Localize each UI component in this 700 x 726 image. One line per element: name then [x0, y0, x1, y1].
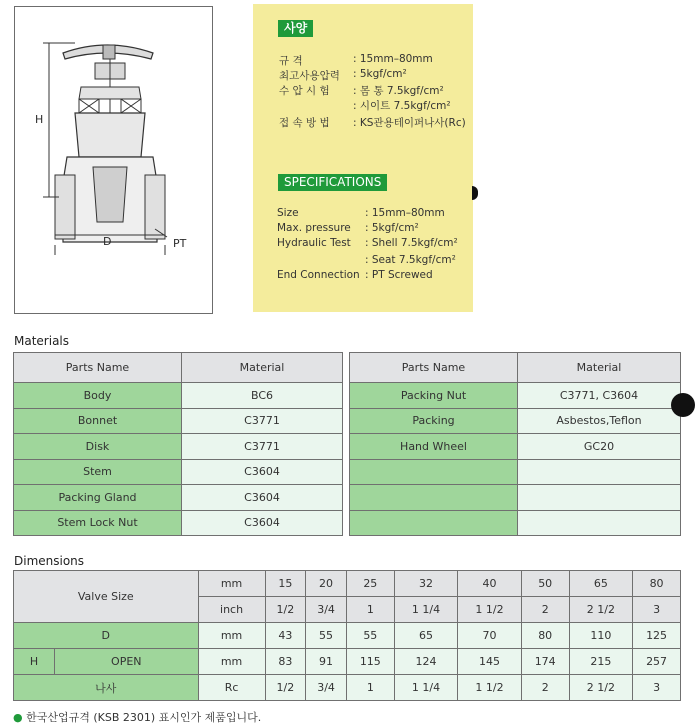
dim-value: 1 1/4: [394, 675, 458, 701]
material-header: Material: [518, 353, 681, 383]
dim-value: 3: [633, 675, 681, 701]
unit-cell: inch: [198, 597, 265, 623]
size-inch: 1: [346, 597, 394, 623]
size-mm: 20: [306, 571, 347, 597]
materials-table-left: [13, 352, 343, 536]
material-value: C3604: [182, 510, 343, 536]
parts-name-header: Parts Name: [350, 353, 518, 383]
material-value: C3771, C3604: [518, 383, 681, 409]
table-row: [350, 485, 681, 511]
size-mm: 65: [569, 571, 633, 597]
part-name: Packing Gland: [14, 485, 182, 511]
size-mm: 32: [394, 571, 458, 597]
dim-value: 1: [346, 675, 394, 701]
table-row: [14, 383, 343, 409]
part-name: Stem: [14, 459, 182, 485]
dimensions-table: [13, 570, 681, 701]
table-row: [14, 623, 681, 649]
d-dimension-label: D: [103, 235, 112, 248]
bullet-icon: ●: [13, 711, 23, 724]
page-edge-dot: [472, 186, 478, 200]
dim-value: 125: [633, 623, 681, 649]
unit-cell: mm: [198, 571, 265, 597]
part-name: Packing: [350, 408, 518, 434]
unit-cell: mm: [198, 649, 265, 675]
size-mm: 25: [346, 571, 394, 597]
valve-drawing-panel: [14, 6, 213, 314]
dim-value: 83: [265, 649, 306, 675]
table-row: [350, 383, 681, 409]
size-inch: 3: [633, 597, 681, 623]
table-row: [14, 459, 343, 485]
dim-value: 65: [394, 623, 458, 649]
table-row: [350, 408, 681, 434]
dim-value: 3/4: [306, 675, 347, 701]
table-row: [350, 459, 681, 485]
size-inch: 1 1/4: [394, 597, 458, 623]
parts-name-header: Parts Name: [14, 353, 182, 383]
dim-value: 91: [306, 649, 347, 675]
dim-value: 2: [521, 675, 569, 701]
material-value: [518, 510, 681, 536]
part-name: Body: [14, 383, 182, 409]
spec-ko-title: 사양: [278, 20, 313, 37]
material-header: Material: [182, 353, 343, 383]
row-label-h: H: [14, 649, 55, 675]
dim-value: 215: [569, 649, 633, 675]
dim-value: 145: [458, 649, 522, 675]
part-name: [350, 459, 518, 485]
row-label-open: OPEN: [55, 649, 199, 675]
dim-value: 174: [521, 649, 569, 675]
table-row: [14, 408, 343, 434]
dim-value: 124: [394, 649, 458, 675]
table-row: [14, 485, 343, 511]
dim-value: 55: [306, 623, 347, 649]
part-name: Disk: [14, 434, 182, 460]
material-value: [518, 459, 681, 485]
dim-value: 55: [346, 623, 394, 649]
footnote-text: 한국산업규격 (KSB 2301) 표시인가 제품입니다.: [26, 711, 262, 724]
part-name: Packing Nut: [350, 383, 518, 409]
part-name: Hand Wheel: [350, 434, 518, 460]
h-dimension-label: H: [35, 113, 44, 126]
dim-value: 70: [458, 623, 522, 649]
spec-en-title: SPECIFICATIONS: [278, 174, 387, 191]
row-label-d: D: [14, 623, 199, 649]
material-value: BC6: [182, 383, 343, 409]
valve-size-header: Valve Size: [14, 571, 199, 623]
footnote: [13, 709, 261, 725]
dim-value: 43: [265, 623, 306, 649]
unit-cell: Rc: [198, 675, 265, 701]
specification-panel: 사양 규 격 : 15mm–80mm 최고사용압력 : 5kgf/cm² 수 압 시 험 : 몸 통 7.5kgf/cm² : 시이트 7.5kgf/cm² 접 속 방 법 : KS관용테이퍼나사(Rc) SPECIFICATIONS Size : 15mm–80mm Max. pressure : 5kgf/cm² Hydraulic Test : Shell 7.5kgf/cm² : Seat 7.5kgf/cm² End Connection : PT Screwed: [253, 4, 473, 312]
gate-valve-drawing: [15, 7, 212, 313]
part-name: Bonnet: [14, 408, 182, 434]
size-inch: 3/4: [306, 597, 347, 623]
material-value: C3771: [182, 434, 343, 460]
table-row: [14, 510, 343, 536]
material-value: C3771: [182, 408, 343, 434]
dim-value: 1/2: [265, 675, 306, 701]
table-row: [350, 434, 681, 460]
dim-value: 80: [521, 623, 569, 649]
table-row: [14, 675, 681, 701]
row-label-thread: 나사: [14, 675, 199, 701]
pt-label: PT: [173, 237, 187, 250]
dim-value: 110: [569, 623, 633, 649]
table-row: [14, 434, 343, 460]
page-edge-dot: [671, 393, 695, 417]
material-value: Asbestos,Teflon: [518, 408, 681, 434]
unit-cell: mm: [198, 623, 265, 649]
materials-title: Materials: [14, 334, 70, 348]
table-row: [350, 510, 681, 536]
material-value: C3604: [182, 485, 343, 511]
dim-value: 257: [633, 649, 681, 675]
table-row: [14, 571, 681, 597]
dim-value: 115: [346, 649, 394, 675]
size-mm: 80: [633, 571, 681, 597]
material-value: [518, 485, 681, 511]
size-inch: 2: [521, 597, 569, 623]
dimensions-title: Dimensions: [14, 554, 85, 568]
part-name: [350, 510, 518, 536]
size-mm: 40: [458, 571, 522, 597]
table-row: [14, 649, 681, 675]
size-inch: 1/2: [265, 597, 306, 623]
materials-table-right: [349, 352, 681, 536]
size-inch: 1 1/2: [458, 597, 522, 623]
size-inch: 2 1/2: [569, 597, 633, 623]
material-value: C3604: [182, 459, 343, 485]
part-name: Stem Lock Nut: [14, 510, 182, 536]
material-value: GC20: [518, 434, 681, 460]
dim-value: 2 1/2: [569, 675, 633, 701]
size-mm: 50: [521, 571, 569, 597]
dim-value: 1 1/2: [458, 675, 522, 701]
part-name: [350, 485, 518, 511]
size-mm: 15: [265, 571, 306, 597]
